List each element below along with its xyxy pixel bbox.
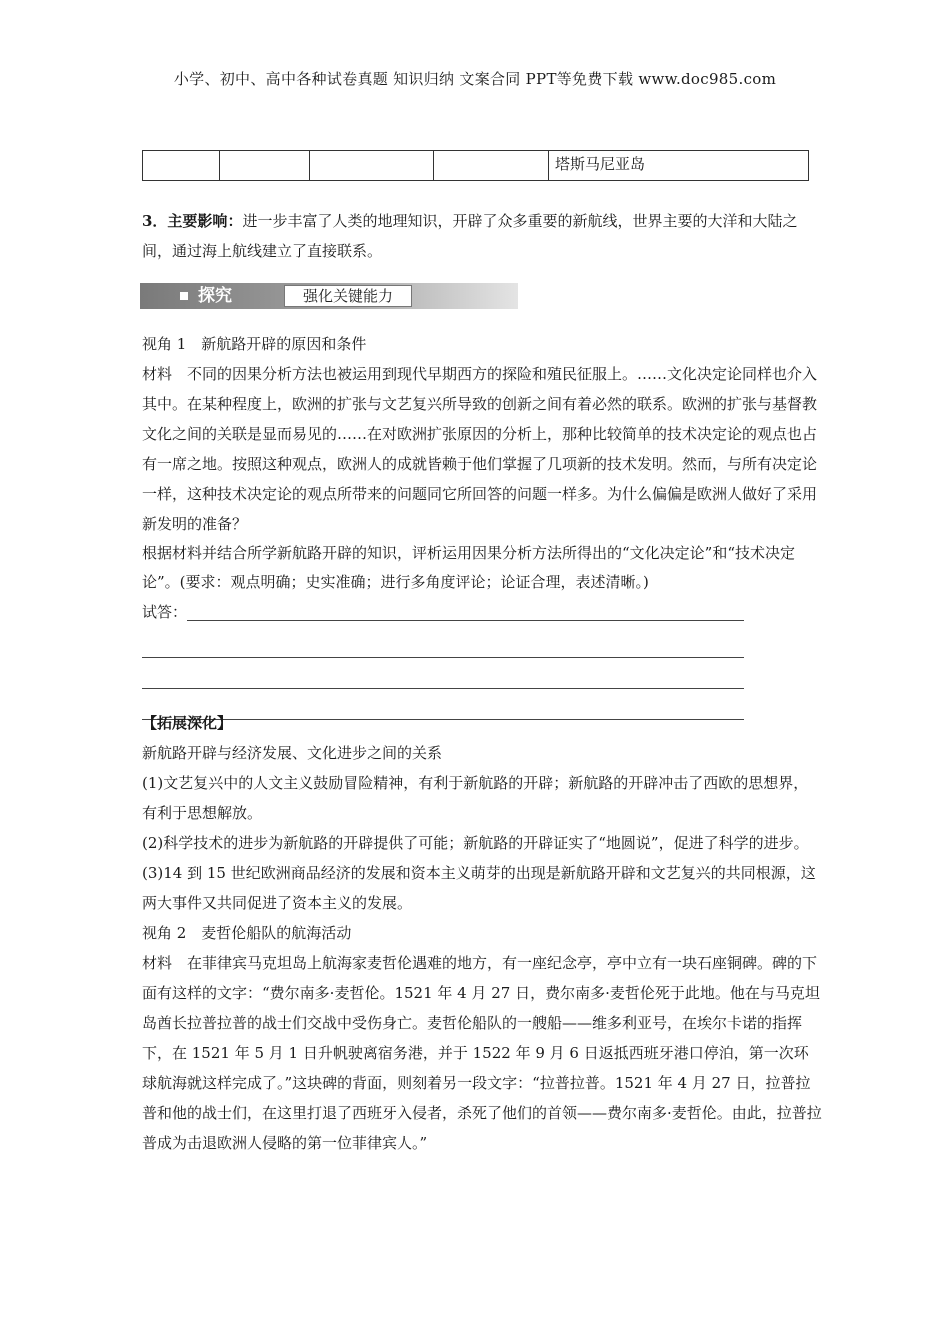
view-1-title: 视角 1 新航路开辟的原因和条件 <box>142 335 367 353</box>
continuation-table <box>142 150 809 181</box>
material-text: 在菲律宾马克坦岛上航海家麦哲伦遇难的地方，有一座纪念亭，亭中立有一块石座铜碑。碑的下面有这样的文字：“费尔南多·麦哲伦。1521 年 4 月 27 日，费尔南多·麦哲伦死于此地。他在与马克坦岛酋长拉普拉普的战士们交战中受伤身亡。麦哲伦船队的一艘船——维多利亚号，在埃尔卡诺的指挥下，在 1521 年 5 月 1 日升帆驶离宿务港，并于 1522 年 9 月 6 日返抵西班牙港口停泊，第一次环球航海就这样完成了。”这块碑的背面，则刻着另一段文字：“拉普拉普。1521 年 4 月 27 日，拉普拉普和他的战士们，在这里打退了西班牙入侵者，杀死了他们的首领——费尔南多·麦哲伦。由此，拉普拉普成为击退欧洲人侵略的第一位菲律宾人。” <box>142 954 822 1152</box>
extension-item-3: (3)14 到 15 世纪欧洲商品经济的发展和资本主义萌芽的出现是新航路开辟和文艺复兴的共同根源，这两大事件又共同促进了资本主义的发展。 <box>142 864 816 912</box>
extension-subtitle: 新航路开辟与经济发展、文化进步之间的关系 <box>142 744 443 762</box>
banner-title: 探究 <box>198 286 232 306</box>
table-cell <box>220 151 310 181</box>
answer-line[interactable] <box>142 627 744 658</box>
table-row <box>143 151 809 181</box>
table-cell: 塔斯马尼亚岛 <box>549 151 809 181</box>
extension-item-1: (1)文艺复兴中的人文主义鼓励冒险精神，有利于新航路的开辟；新航路的开辟冲击了西欧的思想界，有利于思想解放。 <box>142 774 809 822</box>
answer-line[interactable] <box>142 658 744 689</box>
extension-section <box>142 708 822 1158</box>
item-3-label: 3．主要影响： <box>142 212 243 230</box>
table-cell <box>143 151 220 181</box>
material-label: 材料 <box>142 954 173 972</box>
view-2-material <box>142 948 822 1158</box>
answer-lines <box>142 597 822 720</box>
page-header: 小学、初中、高中各种试卷真题 知识归纳 文案合同 PPT等免费下载 www.doc985.com <box>173 70 777 88</box>
view-1-material <box>142 359 822 539</box>
table-cell <box>310 151 434 181</box>
view-2-title: 视角 2 麦哲伦船队的航海活动 <box>142 924 352 942</box>
view-1-section <box>142 329 822 720</box>
banner-subtitle: 强化关键能力 <box>284 285 412 307</box>
material-text: 不同的因果分析方法也被运用到现代早期西方的探险和殖民征服上。……文化决定论同样也介入其中。在某种程度上，欧洲的扩张与文艺复兴所导致的创新之间有着必然的联系。欧洲的扩张与基督教文化之间的关联是显而易见的……在对欧洲扩张原因的分析上，那种比较简单的技术决定论的观点也占有一席之地。按照这种观点，欧洲人的成就皆赖于他们掌握了几项新的技术发明。然而，与所有决定论一样，这种技术决定论的观点所带来的问题同它所回答的问题一样多。为什么偏偏是欧洲人做好了采用新发明的准备？ <box>142 365 818 533</box>
extension-item-2: (2)科学技术的进步为新航路的开辟提供了可能；新航路的开辟证实了“地圆说”，促进了科学的进步。 <box>142 834 809 852</box>
square-icon <box>180 292 188 300</box>
answer-label: 试答： <box>142 603 188 621</box>
item-3-text: 进一步丰富了人类的地理知识，开辟了众多重要的新航线，世界主要的大洋和大陆之间，通过海上航线建立了直接联系。 <box>142 212 798 260</box>
section-banner <box>140 283 518 309</box>
table-cell <box>434 151 549 181</box>
material-label: 材料 <box>142 365 173 383</box>
item-3 <box>142 206 812 266</box>
answer-line[interactable] <box>142 597 744 627</box>
view-1-question: 根据材料并结合所学新航路开辟的知识，评析运用因果分析方法所得出的“文化决定论”和“技术决定论”。(要求：观点明确；史实准确；进行多角度评论；论证合理，表述清晰。) <box>142 544 796 591</box>
extension-title: 【拓展深化】 <box>142 714 233 732</box>
